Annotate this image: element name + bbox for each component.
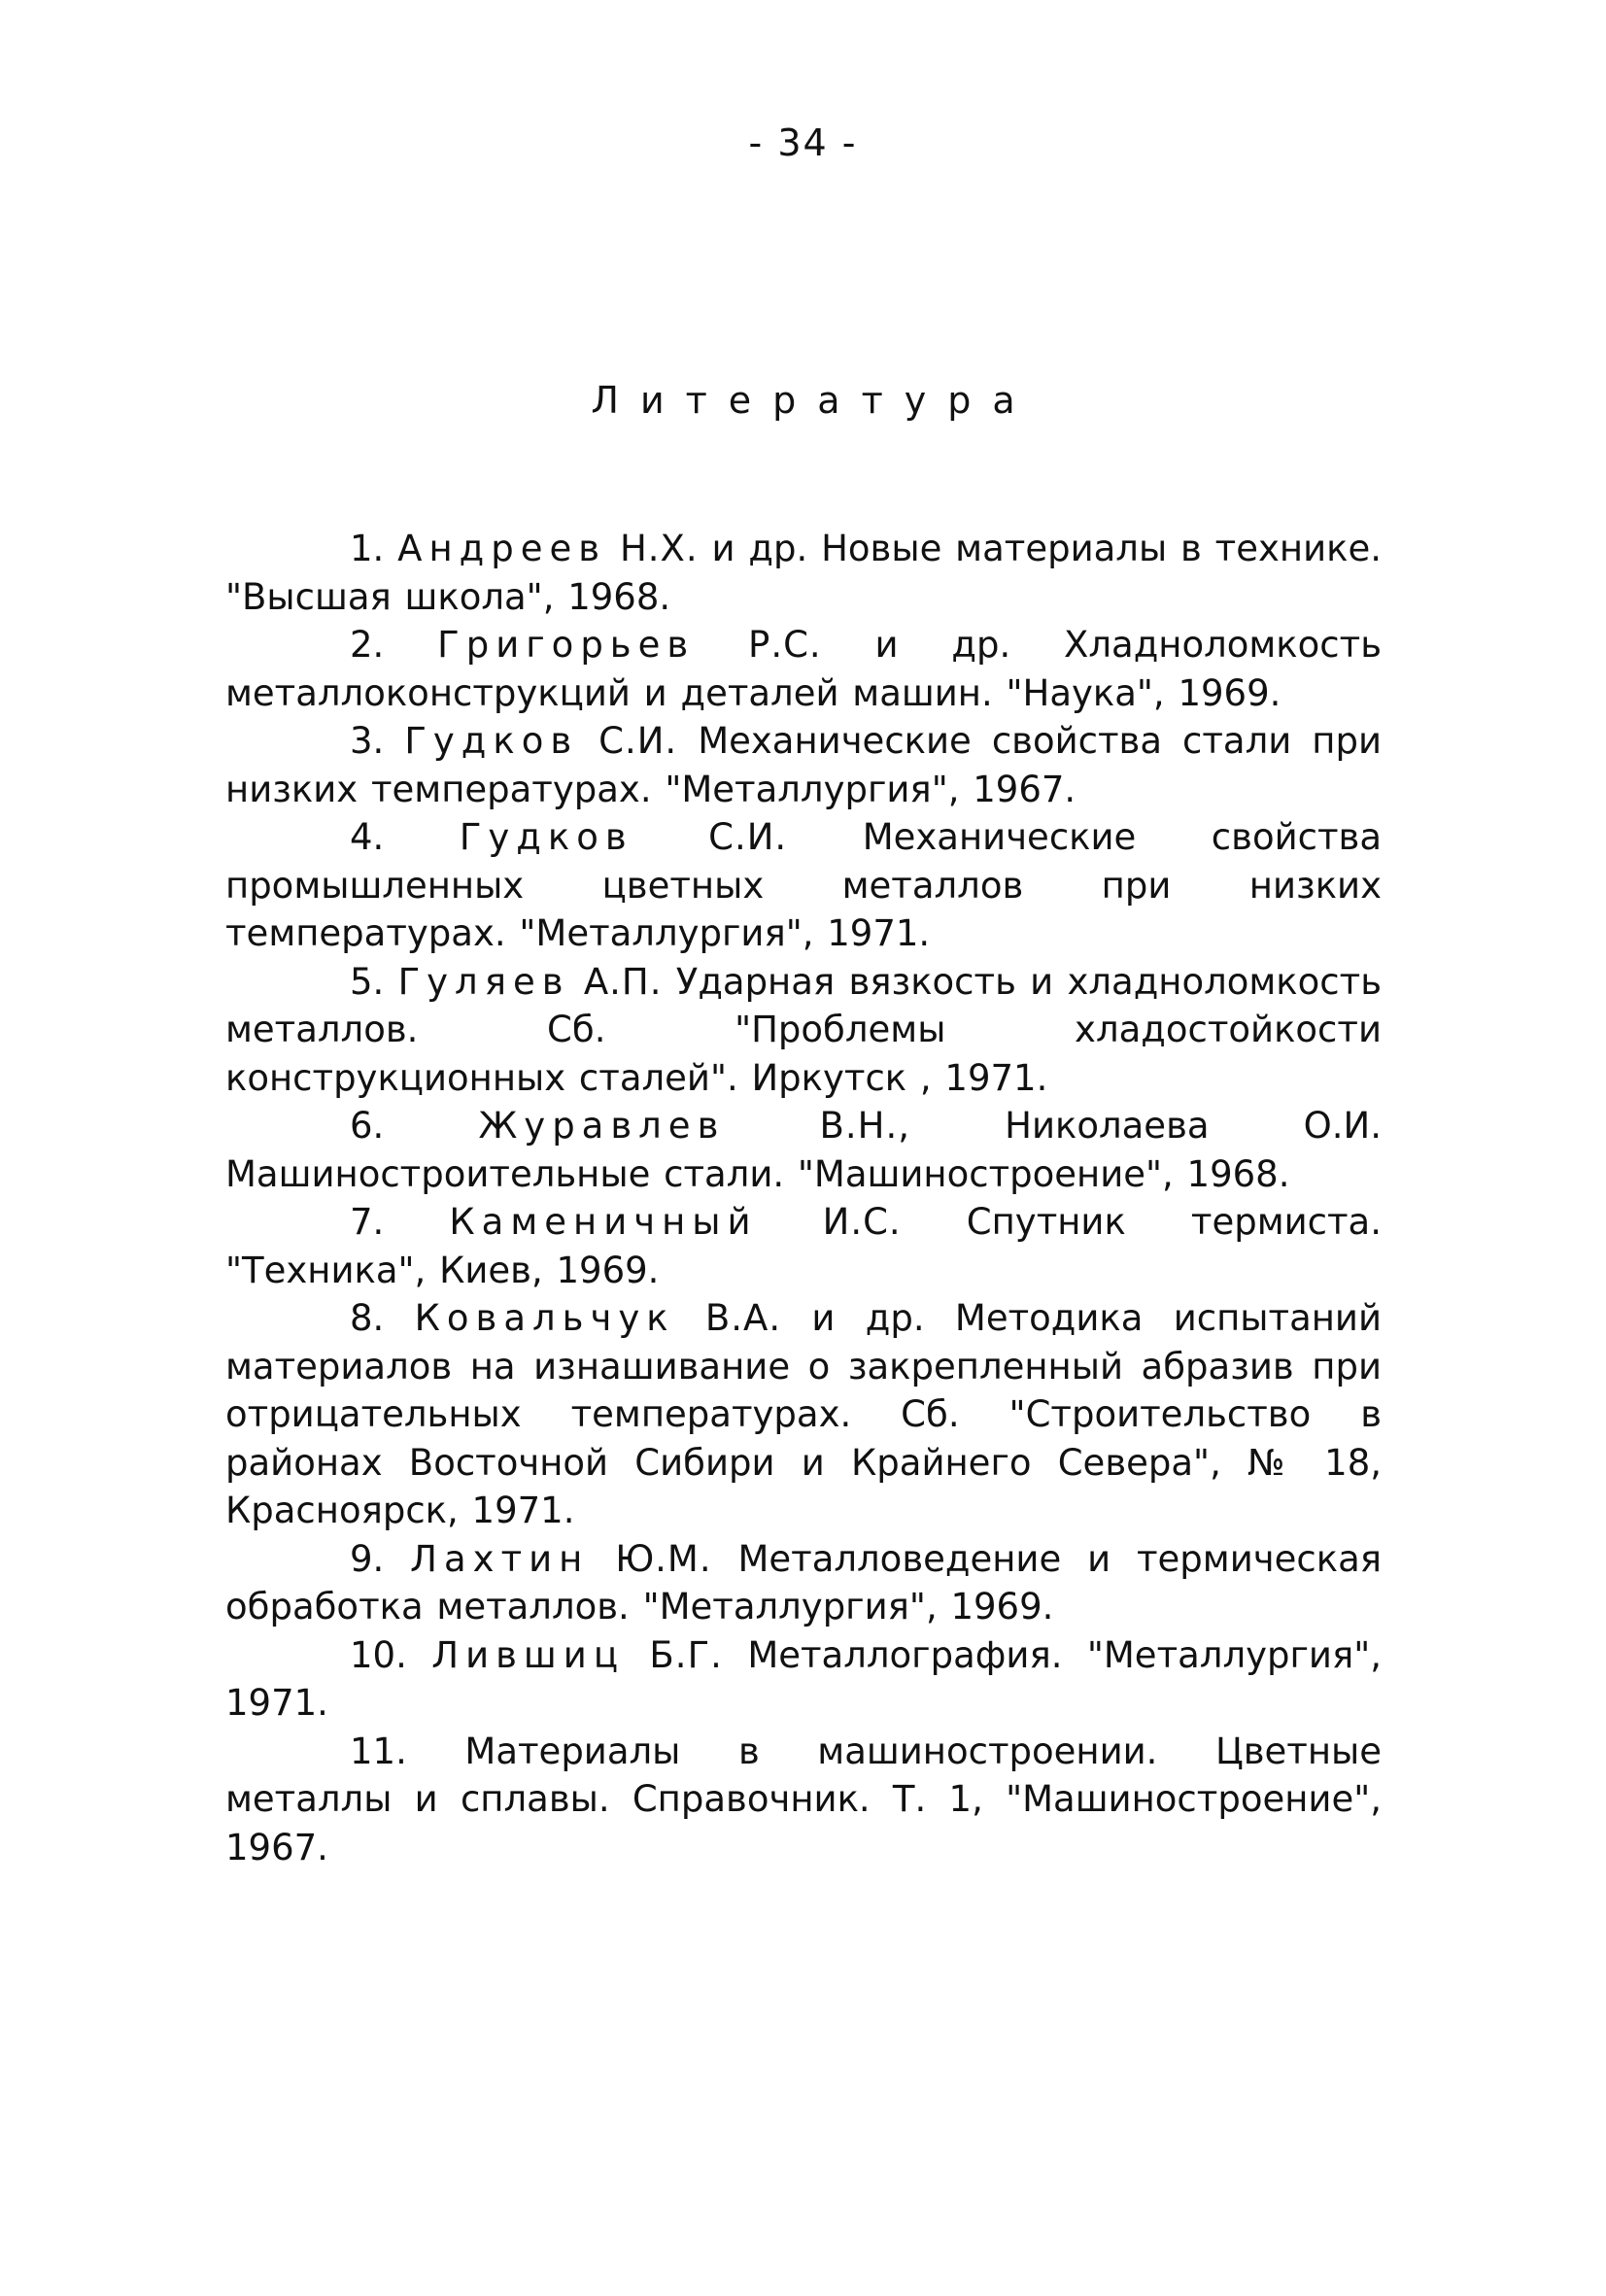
reference-initials: И.С. xyxy=(822,1201,902,1243)
reference-initials: В.А. xyxy=(704,1297,782,1339)
reference-item-10 xyxy=(225,1631,1382,1728)
page-number: - 34 - xyxy=(748,121,858,164)
reference-item-7 xyxy=(225,1198,1382,1294)
reference-initials: Н.Х. xyxy=(619,528,699,569)
reference-item-5 xyxy=(225,958,1382,1103)
reference-text: Механические свойства промышленных цветных металлов при низких температурах. "Металлургия", 1971. xyxy=(225,816,1383,954)
reference-author: Каменичный xyxy=(449,1201,758,1243)
reference-author: Гудков xyxy=(404,720,579,762)
reference-initials: С.И. xyxy=(708,816,788,858)
section-title: Литература xyxy=(591,379,1037,422)
reference-author: Гудков xyxy=(459,816,633,858)
reference-item-3 xyxy=(225,717,1382,813)
reference-text: и др. Методика испытаний материалов на изнашивание о закрепленный абразив при отрицательных температурах. Сб. "Строительство в районах Восточной Сибири и Крайнего Севера", № 18, Красноярск, 1971. xyxy=(225,1297,1383,1531)
reference-author: Лившиц xyxy=(431,1633,626,1676)
reference-item-9 xyxy=(225,1535,1382,1631)
reference-author: Гуляев xyxy=(397,960,570,1003)
reference-number: 7. xyxy=(350,1201,385,1243)
reference-author: Журавлев xyxy=(478,1105,726,1147)
reference-item-8 xyxy=(225,1294,1382,1535)
reference-number: 11. xyxy=(350,1730,407,1772)
reference-text: Материалы в машиностроении. Цветные металлы и сплавы. Справочник. Т. 1, "Машиностроение", 1967. xyxy=(225,1730,1383,1868)
reference-item-11 xyxy=(225,1728,1382,1872)
reference-text: Спутник термиста. "Техника", Киев, 1969. xyxy=(225,1201,1382,1291)
reference-number: 8. xyxy=(350,1297,385,1339)
reference-initials: А.П. xyxy=(583,960,663,1003)
reference-number: 3. xyxy=(350,720,385,762)
reference-text: Николаева О.И. Машиностроительные стали. "Машиностроение", 1968. xyxy=(225,1105,1382,1195)
reference-author: Андреев xyxy=(397,528,607,569)
reference-initials: Р.С. xyxy=(748,624,822,666)
reference-item-6 xyxy=(225,1102,1382,1198)
reference-number: 2. xyxy=(350,624,385,666)
reference-number: 10. xyxy=(350,1633,407,1676)
reference-initials: Б.Г. xyxy=(649,1633,723,1676)
reference-number: 1. xyxy=(350,528,385,569)
reference-text: Металлография. "Металлургия", 1971. xyxy=(225,1633,1382,1724)
reference-item-1 xyxy=(225,525,1382,621)
reference-list xyxy=(225,525,1382,1871)
reference-initials: В.Н., xyxy=(819,1105,910,1147)
reference-author: Ковальчук xyxy=(414,1297,675,1339)
reference-item-2 xyxy=(225,621,1382,717)
reference-author: Григорьев xyxy=(437,624,696,666)
reference-text: Ударная вязкость и хладноломкость металлов. Сб. "Проблемы хладостойкости конструкционных сталей". Иркутск , 1971. xyxy=(225,960,1382,1099)
reference-text: и др. Хладноломкость металлоконструкций и деталей машин. "Наука", 1969. xyxy=(225,624,1382,714)
reference-item-4 xyxy=(225,813,1382,958)
reference-number: 4. xyxy=(350,816,385,858)
reference-text: и др. Новые материалы в технике. "Высшая школа", 1968. xyxy=(225,528,1382,618)
reference-text: Механические свойства стали при низких температурах. "Металлургия", 1967. xyxy=(225,720,1382,810)
reference-author: Лахтин xyxy=(410,1537,590,1580)
reference-number: 9. xyxy=(350,1537,385,1580)
reference-number: 5. xyxy=(350,960,385,1003)
reference-number: 6. xyxy=(350,1105,385,1147)
reference-initials: Ю.М. xyxy=(615,1537,712,1580)
reference-text: Металловедение и термическая обработка металлов. "Металлургия", 1969. xyxy=(225,1537,1382,1628)
reference-initials: С.И. xyxy=(598,720,678,762)
